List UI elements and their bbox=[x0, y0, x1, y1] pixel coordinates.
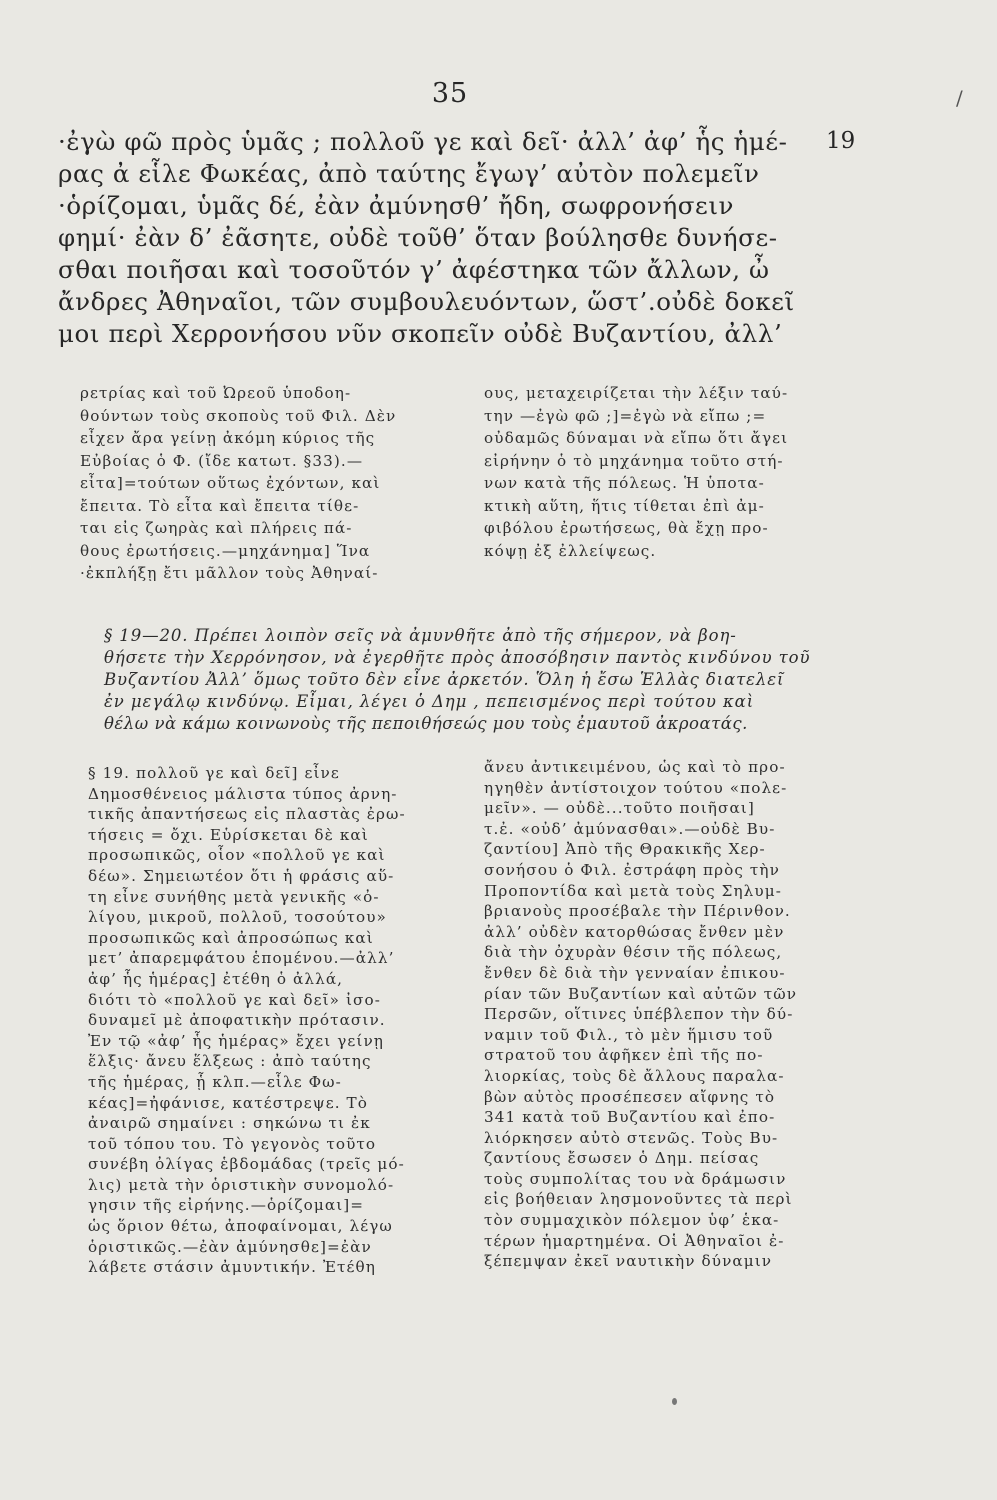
commentary-line: ηγηθὲν ἀντίστοιχον τούτου «πολε- bbox=[484, 778, 788, 797]
main-text-line: σθαι ποιῆσαι καὶ τοσοῦτόν γ’ ἀφέστηκα τῶν ἄλλων, ὦ bbox=[58, 255, 770, 284]
commentary-line: φιβόλου ἐρωτήσεως, θὰ ἔχῃ προ- bbox=[484, 519, 769, 537]
commentary-line: θους ἐρωτήσεις.—μηχάνημα] Ἵνα bbox=[80, 541, 371, 560]
summary-text: θέλω νὰ κάμω κοινωνοὺς τῆς πεποιθήσεώς μου τοὺς ἐμαυτοῦ ἀκροατάς. bbox=[104, 714, 748, 733]
commentary-line: οὐδαμῶς δύναμαι νὰ εἴπω ὅτι ἄγει bbox=[484, 429, 789, 447]
commentary-line: εἶχεν ἄρα γείνῃ ἀκόμη κύριος τῆς bbox=[80, 429, 376, 447]
commentary-line: ὡς ὅριον θέτω, ἀποφαίνομαι, λέγω bbox=[88, 1217, 393, 1236]
commentary-line: θούντων τοὺς σκοποὺς τοῦ Φιλ. Δὲν bbox=[80, 406, 397, 425]
commentary-line: βὼν αὐτὸς προσέπεσεν αἴφνης τὸ bbox=[484, 1087, 776, 1106]
commentary-line: λις) μετὰ τὴν ὁριστικὴν συνομολό- bbox=[88, 1175, 395, 1194]
commentary-line: § 19. πολλοῦ γε καὶ δεῖ] εἶνε bbox=[88, 764, 340, 782]
commentary-line: στρατοῦ του ἀφῆκεν ἐπὶ τῆς πο- bbox=[484, 1046, 764, 1065]
commentary-line: τοῦ τόπου του. Τὸ γεγονὸς τοῦτο bbox=[88, 1134, 377, 1153]
commentary-top-right bbox=[484, 382, 864, 562]
commentary-line: μεῖν». — οὐδὲ...τοῦτο ποιῆσαι] bbox=[484, 799, 755, 818]
ink-spot bbox=[672, 1398, 677, 1405]
commentary-line: λάβετε στάσιν ἀμυντικήν. Ἐτέθη bbox=[88, 1258, 376, 1277]
commentary-line: την —ἐγὼ φῶ ;]=ἐγὼ νὰ εἴπω ;= bbox=[484, 406, 767, 425]
commentary-line: εἰρήνην ὁ τὸ μηχάνημα τοῦτο στή- bbox=[484, 451, 784, 470]
commentary-line: ἔπειτα. Τὸ εἶτα καὶ ἔπειτα τίθε- bbox=[80, 496, 360, 515]
summary-line bbox=[104, 691, 864, 713]
commentary-line: τὸν συμμαχικὸν πόλεμον ὑφ’ ἑκα- bbox=[484, 1211, 780, 1230]
commentary-line: τοὺς συμπολίτας του νὰ δράμωσιν bbox=[484, 1169, 787, 1188]
main-text-line: ·ὁρίζομαι, ὑμᾶς δέ, ἐὰν ἀμύνησθ’ ἤδη, σωφρονήσειν bbox=[58, 191, 735, 220]
summary-text: θήσετε τὴν Χερρόνησον, νὰ ἐγερθῆτε πρὸς ἀποσόβησιν παντὸς κινδύνου τοῦ bbox=[104, 648, 811, 667]
commentary-line: τ.ἐ. «οὐδ’ ἀμύνασθαι».—οὐδὲ Βυ- bbox=[484, 819, 776, 838]
main-text-line: ρας ἀ εἷλε Φωκέας, ἀπὸ ταύτης ἔγωγ’ αὐτὸν πολεμεῖν bbox=[58, 159, 760, 188]
commentary-line: γησιν τῆς εἰρήνης.—ὁρίζομαι]= bbox=[88, 1196, 365, 1215]
commentary-line: διὰ τὴν ὀχυρὰν θέσιν τῆς πόλεως, bbox=[484, 943, 783, 962]
commentary-line: ἕλξις· ἄνευ ἕλξεως : ἀπὸ ταύτης bbox=[88, 1052, 372, 1071]
commentary-line: 341 κατὰ τοῦ Βυζαντίου καὶ ἐπο- bbox=[484, 1108, 776, 1127]
commentary-line: ρίαν τῶν Βυζαντίων καὶ αὐτῶν τῶν bbox=[484, 984, 798, 1003]
commentary-line: ἀφ’ ἧς ἡμέρας] ἐτέθη ὁ ἀλλά, bbox=[88, 969, 344, 988]
main-text-line: ·ἐγὼ φῶ πρὸς ὑμᾶς ; πολλοῦ γε καὶ δεῖ· ἀλλ’ ἀφ’ ἧς ἡμέ- bbox=[58, 127, 788, 156]
page-number: 35 bbox=[431, 78, 469, 109]
commentary-line: τη εἶνε συνήθης μετὰ γενικῆς «ὀ- bbox=[88, 887, 380, 906]
commentary-line: ζαντίους ἔσωσεν ὁ Δημ. πείσας bbox=[484, 1149, 760, 1168]
commentary-line: Προποντίδα καὶ μετὰ τοὺς Σηλυμ- bbox=[484, 881, 782, 900]
commentary-line: Εὐβοίας ὁ Φ. (ἴδε κατωτ. §33).— bbox=[80, 451, 364, 470]
commentary-line: λιόρκησεν αὐτὸ στενῶς. Τοὺς Βυ- bbox=[484, 1128, 779, 1147]
summary-line bbox=[104, 625, 864, 647]
commentary-line: ους, μεταχειρίζεται τὴν λέξιν ταύ- bbox=[484, 384, 789, 402]
commentary-line: συνέβη ὀλίγας ἑβδομάδας (τρεῖς μό- bbox=[88, 1155, 405, 1174]
commentary-line: ἔνθεν δὲ διὰ τὴν γενναίαν ἐπικου- bbox=[484, 963, 786, 982]
commentary-line: κέας]=ἠφάνισε, κατέστρεψε. Τὸ bbox=[88, 1093, 369, 1112]
main-text-line: ἄνδρες Ἀθηναῖοι, τῶν συμβουλευόντων, ὥστ’.οὐδὲ δοκεῖ bbox=[58, 287, 795, 316]
main-text-line: μοι περὶ Χερρονήσου νῦν σκοπεῖν οὐδὲ Βυζαντίου, ἀλλ’ bbox=[58, 319, 783, 348]
commentary-line: λίγου, μικροῦ, πολλοῦ, τοσούτου» bbox=[88, 908, 387, 927]
commentary-line: Περσῶν, οἵτινες ὑπέβλεπον τὴν δύ- bbox=[484, 1005, 794, 1024]
commentary-line: τήσεις = ὄχι. Εὑρίσκεται δὲ καὶ bbox=[88, 825, 369, 844]
commentary-line: τέρων ἡμαρτημένα. Οἱ Ἀθηναῖοι ἐ- bbox=[484, 1231, 785, 1250]
commentary-line: Δημοσθένειος μάλιστα τύπος ἀρνη- bbox=[88, 784, 398, 803]
section-line-number: 19 bbox=[826, 128, 856, 154]
commentary-line: κόψῃ ἐξ ἐλλείψεως. bbox=[484, 541, 657, 560]
commentary-line: προσωπικῶς καὶ ἀπροσώπως καὶ bbox=[88, 928, 374, 947]
commentary-line: τῆς ἡμέρας, ᾗ κλπ.—εἷλε Φω- bbox=[88, 1072, 342, 1091]
section-summary bbox=[104, 625, 864, 735]
commentary-line: ζαντίου] Ἀπὸ τῆς Θρακικῆς Χερ- bbox=[484, 840, 766, 859]
summary-line bbox=[104, 713, 864, 735]
commentary-top-left bbox=[80, 382, 450, 585]
commentary-line: ὁριστικῶς.—ἐὰν ἀμύνησθε]=ἐὰν bbox=[88, 1237, 372, 1256]
commentary-bottom-left bbox=[88, 763, 470, 1278]
commentary-line: εἶτα]=τούτων οὕτως ἐχόντων, καὶ bbox=[80, 474, 381, 492]
commentary-line: ται εἰς ζωηρὰς καὶ πλήρεις πά- bbox=[80, 519, 353, 537]
commentary-line: κτικὴ αὕτη, ἥτις τίθεται ἐπὶ ἀμ- bbox=[484, 496, 765, 515]
margin-mark: / bbox=[956, 86, 963, 110]
commentary-line: διότι τὸ «πολλοῦ γε καὶ δεῖ» ἰσο- bbox=[88, 990, 381, 1009]
commentary-line: σονήσου ὁ Φιλ. ἐστράφη πρὸς τὴν bbox=[484, 860, 780, 879]
commentary-line: ρετρίας καὶ τοῦ Ὠρεοῦ ὑποδοη- bbox=[80, 384, 352, 402]
summary-text: § 19—20. Πρέπει λοιπὸν σεῖς νὰ ἀμυνθῆτε ἀπὸ τῆς σήμερον, νὰ βοη- bbox=[104, 626, 737, 645]
commentary-line: εἰς βοήθειαν λησμονοῦντες τὰ περὶ bbox=[484, 1190, 793, 1209]
commentary-line: νων κατὰ τῆς πόλεως. Ἡ ὑποτα- bbox=[484, 474, 765, 492]
commentary-line: ξέπεμψαν ἐκεῖ ναυτικὴν δύναμιν bbox=[484, 1252, 773, 1271]
commentary-line: βριανοὺς προσέβαλε τὴν Πέρινθον. bbox=[484, 902, 791, 921]
commentary-line: ἀναιρῶ σημαίνει : σηκώνω τι ἐκ bbox=[88, 1114, 371, 1133]
commentary-line: δέω». Σημειωτέον ὅτι ἡ φράσις αὕ- bbox=[88, 866, 395, 885]
commentary-line: ·ἐκπλήξῃ ἔτι μᾶλλον τοὺς Ἀθηναί- bbox=[80, 564, 379, 582]
commentary-line: τικῆς ἀπαντήσεως εἰς πλαστὰς ἐρω- bbox=[88, 805, 406, 824]
summary-line bbox=[104, 647, 864, 669]
commentary-line: λιορκίας, τοὺς δὲ ἄλλους παραλα- bbox=[484, 1066, 785, 1085]
commentary-line: προσωπικῶς, οἷον «πολλοῦ γε καὶ bbox=[88, 846, 386, 865]
commentary-bottom-right bbox=[484, 757, 866, 1272]
commentary-line: ἀλλ’ οὐδὲν κατορθώσας ἔνθεν μὲν bbox=[484, 922, 785, 941]
commentary-line: ναμιν τοῦ Φιλ., τὸ μὲν ἥμισυ τοῦ bbox=[484, 1025, 774, 1044]
summary-text: Βυζαντίου Ἀλλ’ ὅμως τοῦτο δὲν εἶνε ἀρκετόν. Ὅλη ἡ ἔσω Ἑλλὰς διατελεῖ bbox=[104, 670, 785, 689]
commentary-line: ἄνευ ἀντικειμένου, ὡς καὶ τὸ προ- bbox=[484, 758, 786, 776]
commentary-line: Ἐν τῷ «ἀφ’ ἧς ἡμέρας» ἔχει γείνῃ bbox=[88, 1031, 384, 1050]
main-text-line: φημί· ἐὰν δ’ ἐᾶσητε, οὐδὲ τοῦθ’ ὅταν βούλησθε δυνήσε- bbox=[58, 223, 778, 252]
summary-text: ἐν μεγάλῳ κινδύνῳ. Εἶμαι, λέγει ὁ Δημ , πεπεισμένος περὶ τούτου καὶ bbox=[104, 692, 755, 711]
main-text bbox=[58, 126, 858, 350]
summary-line bbox=[104, 669, 864, 691]
commentary-line: μετ’ ἀπαρεμφάτου ἑπομένου.—ἀλλ’ bbox=[88, 949, 395, 968]
commentary-line: δυναμεῖ μὲ ἀποφατικὴν πρότασιν. bbox=[88, 1011, 386, 1030]
